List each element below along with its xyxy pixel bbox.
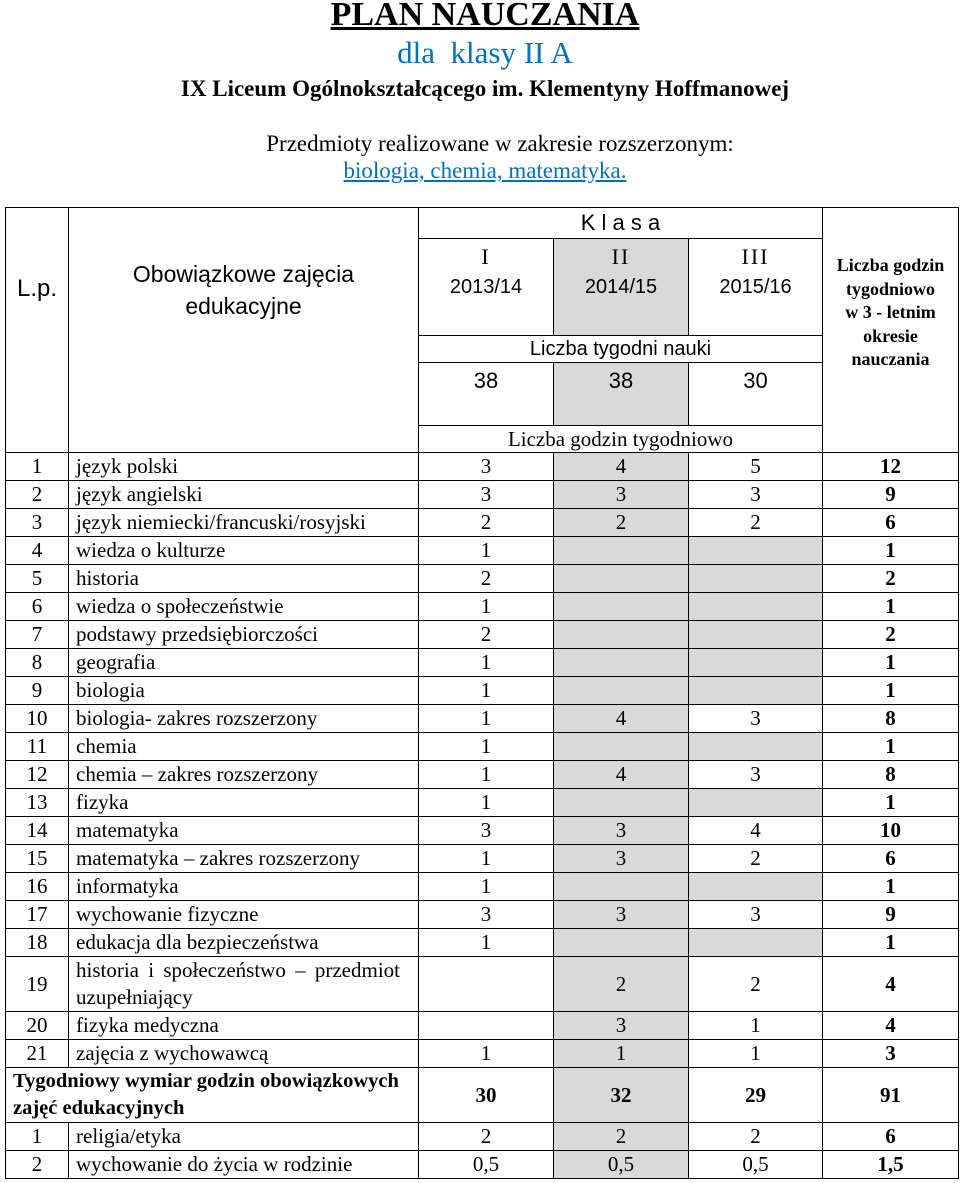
class-iii-hours: 2 bbox=[689, 845, 823, 873]
table-row bbox=[6, 677, 959, 705]
class-iii-hours: 2 bbox=[689, 509, 823, 537]
row-number: 9 bbox=[6, 677, 69, 705]
subject-name: język angielski bbox=[69, 481, 419, 509]
class-ii-hours: 2 bbox=[554, 1123, 689, 1151]
summary-row bbox=[6, 1068, 959, 1123]
summary-label: Tygodniowy wymiar godzin obowiązkowych zajęć edukacyjnych bbox=[6, 1068, 419, 1123]
class-ii-hours: 1 bbox=[554, 1040, 689, 1068]
row-number: 7 bbox=[6, 621, 69, 649]
row-number: 1 bbox=[6, 1123, 69, 1151]
summary-rows bbox=[6, 1068, 959, 1123]
total-header-line: Liczba godzin bbox=[836, 255, 945, 275]
subject-name: zajęcia z wychowawcą bbox=[69, 1040, 419, 1068]
class-iii-hours bbox=[689, 649, 823, 677]
table-row bbox=[6, 873, 959, 901]
class-ii-hours: 3 bbox=[554, 901, 689, 929]
class-ii-header bbox=[554, 239, 689, 336]
total-header-line: nauczania bbox=[851, 349, 930, 369]
class-i-hours: 0,5 bbox=[419, 1151, 554, 1179]
class-ii-hours: 4 bbox=[554, 761, 689, 789]
total-hours: 1 bbox=[823, 789, 959, 817]
subject-name: chemia bbox=[69, 733, 419, 761]
class-i-hours: 1 bbox=[419, 873, 554, 901]
class-i-hours: 3 bbox=[419, 817, 554, 845]
class-i-hours: 1 bbox=[419, 929, 554, 957]
class-iii-hours: 1 bbox=[689, 1012, 823, 1040]
row-number: 2 bbox=[6, 481, 69, 509]
class-iii-hours bbox=[689, 733, 823, 761]
class-iii-hours bbox=[689, 593, 823, 621]
table-row bbox=[6, 901, 959, 929]
class-ii-hours bbox=[554, 537, 689, 565]
total-hours: 10 bbox=[823, 817, 959, 845]
total-header-line: w 3 - letnim bbox=[845, 302, 936, 322]
table-row bbox=[6, 929, 959, 957]
subject-name: chemia – zakres rozszerzony bbox=[69, 761, 419, 789]
total-hours: 9 bbox=[823, 481, 959, 509]
subject-name: informatyka bbox=[69, 873, 419, 901]
total-hours: 1,5 bbox=[823, 1151, 959, 1179]
extra-rows bbox=[6, 1123, 959, 1179]
class-ii-roman: II bbox=[611, 244, 631, 269]
row-number: 18 bbox=[6, 929, 69, 957]
class-i-hours: 1 bbox=[419, 705, 554, 733]
class-i-hours: 3 bbox=[419, 453, 554, 481]
subject-header-label: Obowiązkowe zajęcia edukacyjne bbox=[132, 261, 355, 319]
class-ii-hours bbox=[554, 929, 689, 957]
class-i-hours: 1 bbox=[419, 649, 554, 677]
table-row bbox=[6, 481, 959, 509]
row-number: 20 bbox=[6, 1012, 69, 1040]
class-i-hours: 30 bbox=[419, 1068, 554, 1123]
class-i-hours: 2 bbox=[419, 565, 554, 593]
class-iii-header bbox=[689, 239, 823, 336]
subject-name: wychowanie do życia w rodzinie bbox=[69, 1151, 419, 1179]
class-i-hours: 1 bbox=[419, 537, 554, 565]
row-number: 15 bbox=[6, 845, 69, 873]
class-iii-hours bbox=[689, 929, 823, 957]
total-hours: 9 bbox=[823, 901, 959, 929]
total-hours: 1 bbox=[823, 733, 959, 761]
total-hours: 2 bbox=[823, 621, 959, 649]
total-hours: 8 bbox=[823, 761, 959, 789]
subject-name: edukacja dla bezpieczeństwa bbox=[69, 929, 419, 957]
total-header bbox=[823, 208, 959, 453]
class-i-hours: 1 bbox=[419, 845, 554, 873]
subject-name: wiedza o społeczeństwie bbox=[69, 593, 419, 621]
row-number: 2 bbox=[6, 1151, 69, 1179]
class-i-hours: 1 bbox=[419, 761, 554, 789]
table-row bbox=[6, 1151, 959, 1179]
table-row bbox=[6, 537, 959, 565]
class-iii-hours: 2 bbox=[689, 1123, 823, 1151]
row-number: 1 bbox=[6, 453, 69, 481]
class-i-hours bbox=[419, 957, 554, 1012]
subject-name: religia/etyka bbox=[69, 1123, 419, 1151]
class-i-roman: I bbox=[481, 244, 491, 269]
class-ii-hours bbox=[554, 873, 689, 901]
class-iii-hours: 0,5 bbox=[689, 1151, 823, 1179]
curriculum-table bbox=[5, 207, 959, 1179]
class-i-hours bbox=[419, 1012, 554, 1040]
table-row bbox=[6, 649, 959, 677]
row-number: 10 bbox=[6, 705, 69, 733]
class-iii-hours: 3 bbox=[689, 705, 823, 733]
table-row bbox=[6, 817, 959, 845]
row-number: 8 bbox=[6, 649, 69, 677]
class-i-hours: 3 bbox=[419, 481, 554, 509]
table-row bbox=[6, 1012, 959, 1040]
class-ii-hours: 4 bbox=[554, 453, 689, 481]
hours-label: Liczba godzin tygodniowo bbox=[419, 426, 823, 453]
table-row bbox=[6, 453, 959, 481]
table-row bbox=[6, 789, 959, 817]
subject-name: geografia bbox=[69, 649, 419, 677]
subject-name: biologia- zakres rozszerzony bbox=[69, 705, 419, 733]
row-number: 4 bbox=[6, 537, 69, 565]
class-iii-hours bbox=[689, 565, 823, 593]
class-iii-hours: 5 bbox=[689, 453, 823, 481]
class-ii-hours: 3 bbox=[554, 1012, 689, 1040]
total-hours: 8 bbox=[823, 705, 959, 733]
class-i-hours: 2 bbox=[419, 621, 554, 649]
row-number: 14 bbox=[6, 817, 69, 845]
total-hours: 6 bbox=[823, 845, 959, 873]
total-hours: 6 bbox=[823, 509, 959, 537]
row-number: 19 bbox=[6, 957, 69, 1012]
row-number: 13 bbox=[6, 789, 69, 817]
class-i-weeks: 38 bbox=[419, 363, 554, 426]
subject-name: biologia bbox=[69, 677, 419, 705]
class-ii-hours bbox=[554, 733, 689, 761]
class-iii-weeks: 30 bbox=[689, 363, 823, 426]
school-name: IX Liceum Ogólnokształcącego im. Klementyny Hoffmanowej bbox=[180, 76, 790, 101]
class-i-header bbox=[419, 239, 554, 336]
lp-header bbox=[6, 208, 69, 453]
table-row bbox=[6, 621, 959, 649]
class-i-hours: 1 bbox=[419, 677, 554, 705]
subject-name: wychowanie fizyczne bbox=[69, 901, 419, 929]
total-hours: 1 bbox=[823, 649, 959, 677]
table-row bbox=[6, 593, 959, 621]
subject-rows bbox=[6, 453, 959, 1068]
row-number: 21 bbox=[6, 1040, 69, 1068]
class-ii-hours: 32 bbox=[554, 1068, 689, 1123]
subject-header bbox=[69, 208, 419, 453]
table-row bbox=[6, 957, 959, 1012]
class-iii-hours: 2 bbox=[689, 957, 823, 1012]
total-hours: 1 bbox=[823, 677, 959, 705]
subject-name: matematyka – zakres rozszerzony bbox=[69, 845, 419, 873]
class-iii-hours: 4 bbox=[689, 817, 823, 845]
row-number: 3 bbox=[6, 509, 69, 537]
class-ii-weeks: 38 bbox=[554, 363, 689, 426]
total-hours: 12 bbox=[823, 453, 959, 481]
total-header-line: okresie bbox=[863, 325, 918, 346]
row-number: 12 bbox=[6, 761, 69, 789]
class-ii-hours: 4 bbox=[554, 705, 689, 733]
subject-name: wiedza o kulturze bbox=[69, 537, 419, 565]
class-ii-hours bbox=[554, 621, 689, 649]
class-ii-hours bbox=[554, 789, 689, 817]
subject-name: matematyka bbox=[69, 817, 419, 845]
subject-name: fizyka medyczna bbox=[69, 1012, 419, 1040]
subject-name: język polski bbox=[69, 453, 419, 481]
extended-subjects-label: Przedmioty realizowane w zakresie rozszerzonym: bbox=[266, 131, 734, 156]
class-ii-hours: 3 bbox=[554, 817, 689, 845]
total-hours: 1 bbox=[823, 873, 959, 901]
class-ii-hours bbox=[554, 593, 689, 621]
class-subtitle: dla klasy II A bbox=[397, 35, 573, 70]
class-iii-hours: 3 bbox=[689, 481, 823, 509]
class-ii-hours: 3 bbox=[554, 481, 689, 509]
subject-name: fizyka bbox=[69, 789, 419, 817]
class-ii-hours bbox=[554, 677, 689, 705]
lp-header-label: L.p. bbox=[16, 275, 58, 302]
table-row bbox=[6, 1040, 959, 1068]
subject-name: podstawy przedsiębiorczości bbox=[69, 621, 419, 649]
class-iii-hours: 3 bbox=[689, 761, 823, 789]
total-hours: 1 bbox=[823, 537, 959, 565]
total-hours: 1 bbox=[823, 593, 959, 621]
total-hours: 91 bbox=[823, 1068, 959, 1123]
subject-name: język niemiecki/francuski/rosyjski bbox=[69, 509, 419, 537]
row-number: 17 bbox=[6, 901, 69, 929]
class-iii-hours bbox=[689, 677, 823, 705]
subject-name: historia bbox=[69, 565, 419, 593]
row-number: 5 bbox=[6, 565, 69, 593]
class-i-hours: 3 bbox=[419, 901, 554, 929]
table-row bbox=[6, 1123, 959, 1151]
klasa-header: K l a s a bbox=[419, 208, 823, 239]
row-number: 11 bbox=[6, 733, 69, 761]
class-i-hours: 1 bbox=[419, 733, 554, 761]
class-iii-hours: 1 bbox=[689, 1040, 823, 1068]
table-header bbox=[6, 208, 959, 453]
row-number: 16 bbox=[6, 873, 69, 901]
class-ii-hours: 2 bbox=[554, 509, 689, 537]
page-title: PLAN NAUCZANIA bbox=[330, 0, 640, 33]
extended-subjects-list: biologia, chemia, matematyka. bbox=[343, 158, 627, 183]
table-row bbox=[6, 705, 959, 733]
class-ii-hours: 0,5 bbox=[554, 1151, 689, 1179]
total-hours: 1 bbox=[823, 929, 959, 957]
class-ii-years: 2014/15 bbox=[584, 276, 658, 298]
class-i-hours: 2 bbox=[419, 509, 554, 537]
total-hours: 3 bbox=[823, 1040, 959, 1068]
header-row bbox=[6, 208, 959, 239]
class-ii-hours bbox=[554, 649, 689, 677]
table-row bbox=[6, 761, 959, 789]
class-iii-years: 2015/16 bbox=[719, 276, 792, 298]
table-row bbox=[6, 509, 959, 537]
class-i-hours: 1 bbox=[419, 789, 554, 817]
class-i-hours: 1 bbox=[419, 1040, 554, 1068]
class-iii-roman: III bbox=[741, 244, 770, 269]
row-number: 6 bbox=[6, 593, 69, 621]
class-iii-hours: 3 bbox=[689, 901, 823, 929]
class-iii-hours: 29 bbox=[689, 1068, 823, 1123]
total-hours: 4 bbox=[823, 957, 959, 1012]
table-row bbox=[6, 845, 959, 873]
total-hours: 2 bbox=[823, 565, 959, 593]
class-i-hours: 1 bbox=[419, 593, 554, 621]
class-iii-hours bbox=[689, 537, 823, 565]
subject-name: historia i społeczeństwo – przedmiot uzupełniający bbox=[69, 957, 419, 1012]
class-ii-hours: 3 bbox=[554, 845, 689, 873]
class-iii-hours bbox=[689, 873, 823, 901]
class-iii-hours bbox=[689, 789, 823, 817]
class-ii-hours bbox=[554, 565, 689, 593]
total-header-line: tygodniowo bbox=[845, 278, 935, 299]
class-i-years: 2013/14 bbox=[449, 276, 523, 298]
class-ii-hours: 2 bbox=[554, 957, 689, 1012]
weeks-label: Liczba tygodni nauki bbox=[419, 336, 823, 363]
class-iii-hours bbox=[689, 621, 823, 649]
total-hours: 4 bbox=[823, 1012, 959, 1040]
table-row bbox=[6, 733, 959, 761]
table-row bbox=[6, 565, 959, 593]
class-i-hours: 2 bbox=[419, 1123, 554, 1151]
total-hours: 6 bbox=[823, 1123, 959, 1151]
